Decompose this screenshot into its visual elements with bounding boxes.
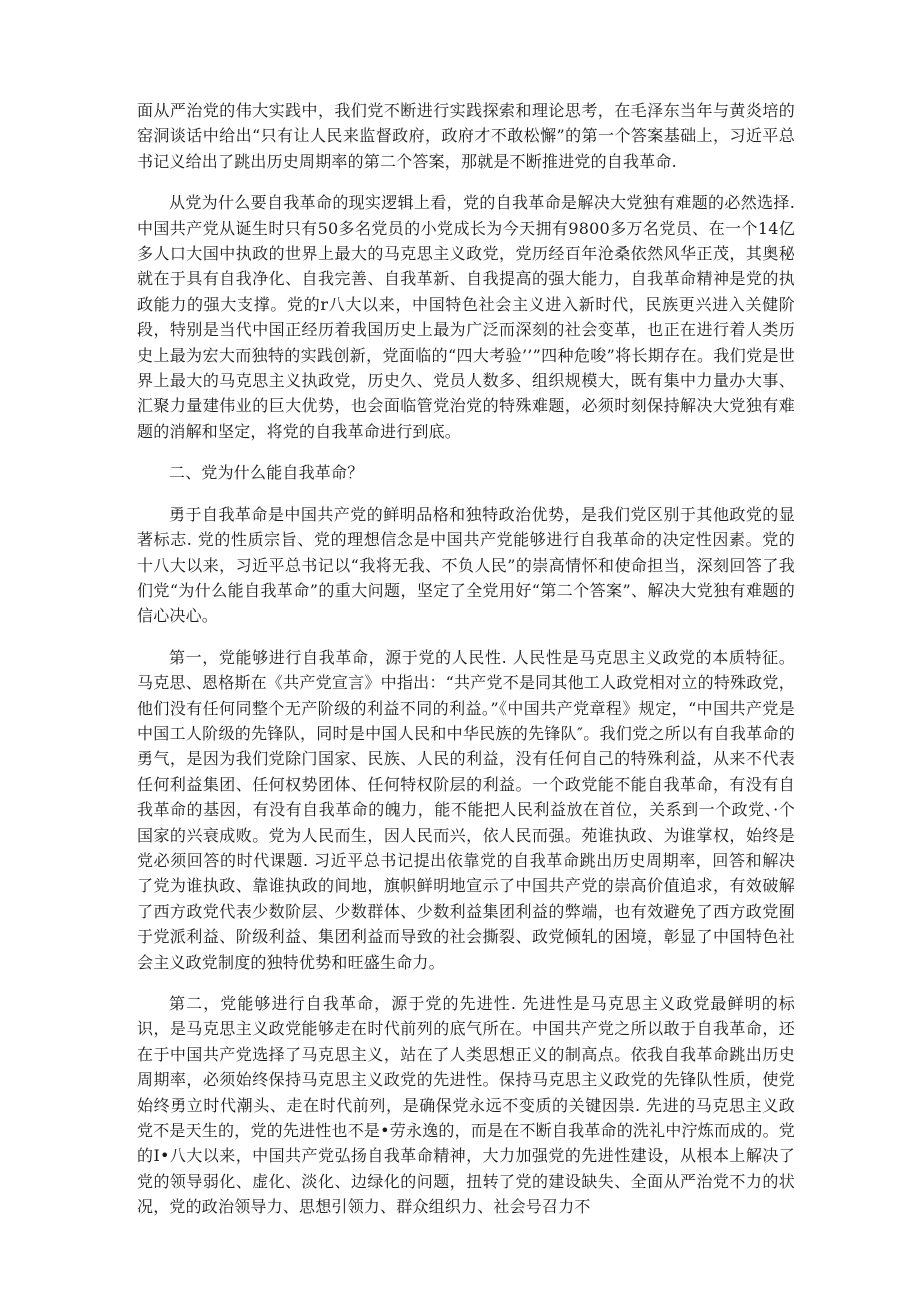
section-heading: 二、党为什么能自我革命？ (169, 463, 364, 483)
paragraph-second-advanced: 第二，党能够进行自我革命，源于党的先进性. 先进性是马克思主义政党最鲜明的标识，是马克思主义政党能够走在时代前列的底气所在。中国共产党之所以敢于自我革命，还在于中国共产党选择了马克思主义，站在了人类思想正义的制高点。依我自我革命跳出历史周期率，必须始终保持马克思主义政党的先进性。保持马克思主义政党的先锋队性质，使党始终勇立时代潮头、走在时代前列，是确保党永远不变质的关键因祟. 先进的马克思主义政党不是天生的，党的先进性也不是•劳永逸的，而是在不断自我革命的洗礼中泞炼而成的。党的I•八大以来，中国共产党弘扬自我革命精神，大力加强党的先进性建设，从根本上解决了党的领导弱化、虚化、淡化、边绿化的问题，扭转了党的建设缺失、全面从严治党不力的状况，党的政治领导力、思想引领力、群众组织力、社会号召力不 (137, 994, 795, 1217)
document-page (137, 98, 795, 1236)
paragraph-first-people: 第一，党能够进行自我革命，源于党的人民性. 人民性是马克思主义政党的本质特征。马克思、恩格斯在《共产党宣言》中指出：“共产党不是同其他工人政党相对立的特殊政党，他们没有任何同整个无产阶级的利益不同的利益。”《中国共产党章程》规定，“中国共产党是中国工人阶级的先锋队，同时是中国人民和中华民族的先锋队″。我们党之所以有自我革命的勇气，是因为我们党除门国家、民族、人民的利益，没有任何自己的特殊利益，从来不代表任何利益集团、任何权势团体、任何特权阶层的利益。一个政党能不能自我革命，有没有自我革命的基因，有没有自我革命的魄力，能不能把人民利益放在首位，关系到一个政党、·个国家的兴衰成败。党为人民而生，因人民而兴，依人民而强。苑谁执政、为谁掌权，始终是党必须回答的时代课题. 习近平总书记提出依靠党的自我革命跳出历史周期率，回答和解决了党为谁执政、靠谁执政的间地，旗帜鲜明地宣示了中国共产党的崇高价值追求，有效破解了西方政党代表少数阶层、少数群体、少数利益集团利益的弊端，也有效避免了西方政党囿于党派利益、阶级利益、集团利益而导致的社会撕裂、政党倾轧的困境，彰显了中国特色社会主义政党制度的独特优势和旺盛生命力。 (137, 647, 795, 972)
paragraph-continuation: 面从严治党的伟大实践中，我们党不断进行实践探索和理论思考，在毛泽东当年与黄炎培的窑洞谈话中给出“只有让人民来监督政府，政府才不敢松懈”的第一个答案基础上，习近平总书记义给出了跳出历史周期率的第二个答案，那就是不断推进党的自我革命. (137, 101, 795, 171)
paragraph-why-self-revolution: 从党为什么要自我革命的现实逻辑上看，党的自我革命是解决大党独有难题的必然选择. 中国共产党从诞生时只有50多名党员的小党成长为今天拥有9800多万名党员、在一个14亿多人口大国中执政的世界上最大的马克思主义政党，党历经百年沧桑依然风华正茂，其奥秘就在于具有自我净化、自我完善、自我革新、自我提高的强大能力，自我革命精神是党的执政能力的强大支撑。党的r八大以来，中国特色社会主义进入新时代，民族更兴进入关健阶段，特别是当代中国正经历着我国历史上最为广泛而深刻的社会变革，也正在进行着人类历史上最为宏大而独特的实践创新，党面临的“四大考验’’”四种危唆”将长期存在。我们党是世界上最大的马克思主义执政党，历史久、党员人数多、组织规模大，既有集中力量办大事、汇聚力量建伟业的巨大优势，也会面临管党治党的特殊难题，必须时刻保持解决大党独有难题的消解和坚定，将党的自我革命进行到底。 (137, 193, 795, 441)
paragraph-self-revolution-character: 勇于自我革命是中国共产党的鲜明品格和独特政治优势，是我们党区别于其他政党的显著标志. 党的性质宗旨、党的理想信念是中国共产党能够进行自我革命的决定性因素。党的十八大以来，习近平总书记以“我将无我、不负人民”的崇高情怀和使命担当，深刻回答了我们党“为什么能自我革命”的重大问题，坚定了全党用好“第二个答案”、解决大党独有难题的信心决心。 (137, 504, 795, 626)
